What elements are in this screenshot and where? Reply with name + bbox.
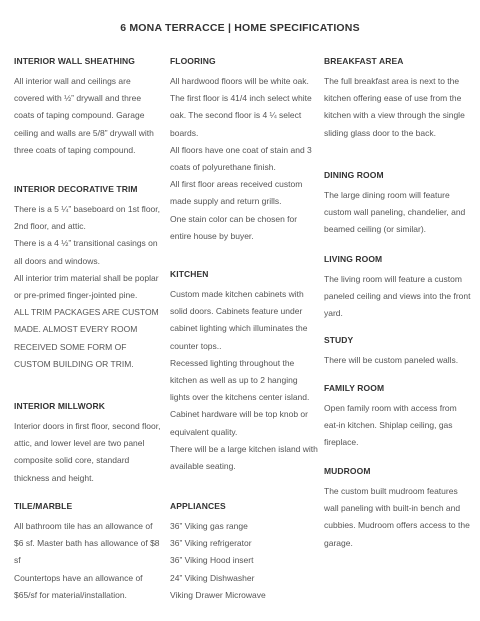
section-paragraph: The full breakfast area is next to the kitchen offering ease of use from the kitchen with a view through the single sliding glass door to the back.	[324, 76, 465, 138]
section-dining-room	[324, 169, 472, 239]
section-heading: KITCHEN	[170, 269, 209, 279]
section-flooring	[170, 55, 318, 245]
section-paragraph: The first floor is 41/4 inch select white oak. The second floor is 4 ¼ select boards.	[170, 93, 312, 138]
section-paragraph: All bathroom tile has an allowance of $6 sf. Master bath has allowance of $8 sf	[14, 521, 160, 566]
section-body	[14, 201, 162, 373]
section-heading: MUDROOM	[324, 466, 371, 476]
section-paragraph: There is a 4 ½” transitional casings on all doors and windows.	[14, 238, 158, 266]
section-body	[14, 418, 162, 487]
section-paragraph: All hardwood floors will be white oak.	[170, 76, 309, 86]
section-family-room	[324, 382, 472, 452]
section-paragraph: All first floor areas received custom made supply and return grills.	[170, 179, 303, 207]
section-paragraph: All floors have one coat of stain and 3 coats of polyurethane finish.	[170, 144, 312, 173]
section-body	[324, 352, 472, 369]
section-paragraph: The large dining room will feature custom wall paneling, chandelier, and beamed ceiling (or similar).	[324, 190, 466, 235]
appliance-item: 24” Viking Dishwasher	[170, 572, 255, 583]
section-paragraph: There is a 5 ¼” baseboard on 1st floor, 2nd floor, and attic.	[14, 204, 161, 232]
section-kitchen	[170, 268, 318, 475]
section-heading: INTERIOR DECORATIVE TRIM	[14, 184, 138, 194]
section-paragraph: Open family room with access from eat-in kitchen. Shiplap ceiling, gas fireplace.	[324, 403, 457, 448]
section-heading: TILE/MARBLE	[14, 501, 73, 511]
appliance-item: 36” Viking refrigerator	[170, 538, 252, 549]
section-heading: APPLIANCES	[170, 501, 226, 511]
section-body	[14, 518, 162, 604]
section-living-room	[324, 253, 472, 323]
section-heading: FLOORING	[170, 56, 216, 66]
section-body	[324, 271, 472, 323]
section-body	[170, 286, 318, 475]
section-paragraph: There will be custom paneled walls.	[324, 355, 459, 365]
section-interior-wall-sheathing	[14, 55, 162, 159]
section-study	[324, 334, 472, 369]
section-paragraph: Interior doors in first floor, second floor, attic, and lower level are two panel composite solid core, standard thickness and height.	[14, 421, 161, 483]
section-heading: BREAKFAST AREA	[324, 56, 404, 66]
section-appliances	[170, 500, 318, 604]
section-body	[170, 73, 318, 245]
section-paragraph: One stain color can be chosen for entire house by buyer.	[170, 213, 298, 241]
section-tile-marble	[14, 500, 162, 604]
section-heading: INTERIOR MILLWORK	[14, 401, 105, 411]
section-body	[324, 187, 472, 239]
section-heading: FAMILY ROOM	[324, 383, 385, 393]
section-body	[14, 73, 162, 159]
section-heading: LIVING ROOM	[324, 254, 383, 264]
page-title: 6 MONA TERRACCE | HOME SPECIFICATIONS	[120, 22, 360, 34]
section-body	[324, 483, 472, 552]
section-interior-decorative-trim	[14, 183, 162, 373]
section-paragraph: The living room will feature a custom paneled ceiling and views into the front yard.	[324, 274, 471, 319]
section-paragraph: The custom built mudroom features wall paneling with built-in bench and cubbies. Mudroom offers access to the garage.	[324, 486, 470, 548]
section-body	[324, 400, 472, 452]
appliance-item: 36” Viking gas range	[170, 521, 248, 531]
section-paragraph: ALL TRIM PACKAGES ARE CUSTOM MADE. ALMOST EVERY ROOM RECEIVED SOME FORM OF CUSTOM BUILDING OR TRIM.	[14, 307, 159, 369]
appliance-item: Viking Drawer Microwave	[170, 589, 266, 600]
section-paragraph: Recessed lighting throughout the kitchen as well as up to 2 hanging lights over the kitchens center island.	[170, 357, 310, 403]
section-paragraph: There will be a large kitchen island with available seating.	[170, 443, 318, 472]
section-paragraph: Cabinet hardware will be top knob or equivalent quality.	[170, 409, 308, 437]
section-heading: STUDY	[324, 335, 354, 345]
section-paragraph: All interior trim material shall be poplar or pre-primed finger-jointed pine.	[14, 272, 159, 301]
section-heading: INTERIOR WALL SHEATHING	[14, 56, 135, 66]
section-paragraph: Custom made kitchen cabinets with solid doors. Cabinets feature under cabinet lighting which illuminates the counter tops..	[170, 289, 308, 351]
section-paragraph: Countertops have an allowance of $65/sf for material/installation.	[14, 572, 143, 600]
section-heading: DINING ROOM	[324, 170, 384, 180]
appliance-item: 36” Viking Hood insert	[170, 555, 254, 566]
section-mudroom	[324, 465, 472, 552]
section-breakfast-area	[324, 55, 472, 142]
section-interior-millwork	[14, 400, 162, 487]
section-body	[170, 518, 318, 604]
section-body	[324, 73, 472, 142]
section-paragraph: All interior wall and ceilings are covered with ½” drywall and three coats of taping compound. Garage ceiling and walls are 5/8” drywall with three coats of taping compound.	[14, 76, 154, 155]
